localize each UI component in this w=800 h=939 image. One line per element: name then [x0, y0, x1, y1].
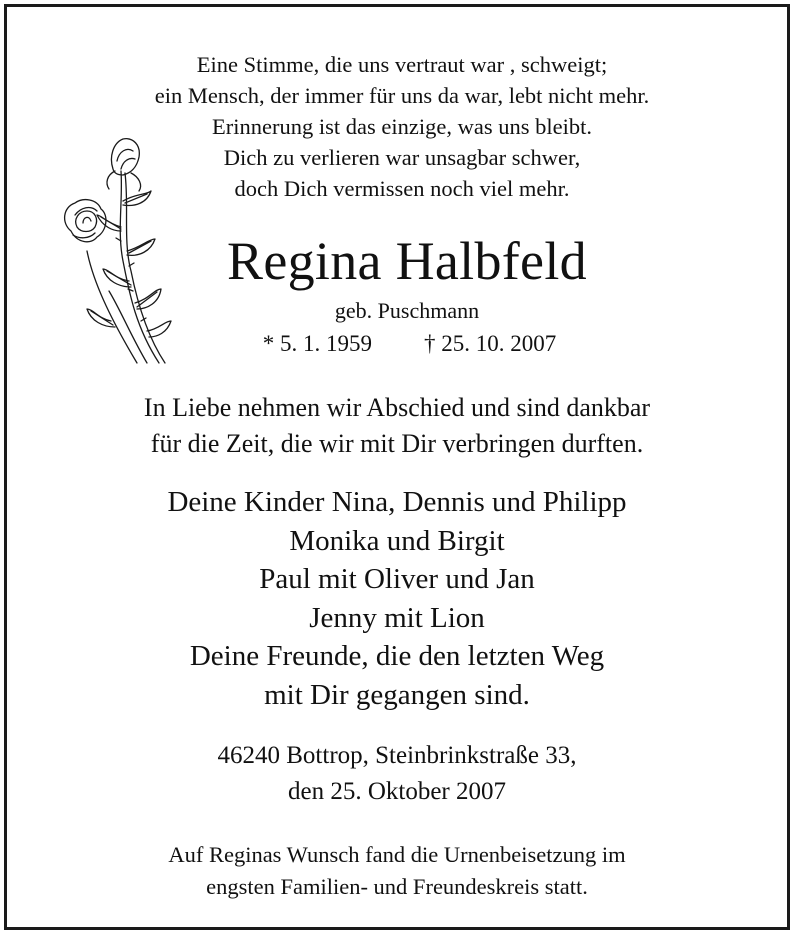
poem-line: Erinnerung ist das einzige, was uns bleibt. [212, 114, 592, 139]
family-list [7, 483, 787, 714]
poem-line: doch Dich vermissen noch viel mehr. [234, 176, 570, 201]
poem [17, 49, 787, 204]
family-line: Paul mit Oliver und Jan [259, 563, 535, 595]
poem-line: Dich zu verlieren war unsagbar schwer, [223, 145, 581, 170]
farewell-line: In Liebe nehmen wir Abschied und sind dankbar [143, 393, 651, 422]
farewell-line: für die Zeit, die wir mit Dir verbringen durften. [150, 429, 644, 458]
address-date [7, 738, 787, 810]
note-line: engsten Familien- und Freundeskreis statt. [206, 874, 588, 899]
family-line: Deine Freunde, die den letzten Weg [189, 640, 605, 672]
family-line: Jenny mit Lion [309, 601, 485, 634]
deceased-name: Regina Halbfeld [227, 231, 587, 291]
burial-note [7, 839, 787, 903]
poem-line: Eine Stimme, die uns vertraut war , schweigt; [196, 52, 608, 77]
family-line: mit Dir gegangen sind. [264, 678, 530, 711]
address-line: 46240 Bottrop, Steinbrinkstraße 33, [217, 742, 577, 769]
obituary-notice [4, 4, 790, 930]
note-line: Auf Reginas Wunsch fand die Urnenbeisetzung im [168, 842, 626, 867]
birth-date: * 5. 1. 1959 [262, 331, 372, 356]
family-line: Deine Kinder Nina, Dennis und Philipp [167, 486, 627, 518]
death-date: † 25. 10. 2007 [424, 331, 557, 356]
life-dates [32, 329, 787, 359]
family-line: Monika und Birgit [289, 524, 505, 557]
maiden-name: geb. Puschmann [334, 298, 480, 323]
farewell-text [7, 390, 787, 462]
date-line: den 25. Oktober 2007 [287, 778, 507, 805]
poem-line: ein Mensch, der immer für uns da war, lebt nicht mehr. [154, 83, 650, 108]
